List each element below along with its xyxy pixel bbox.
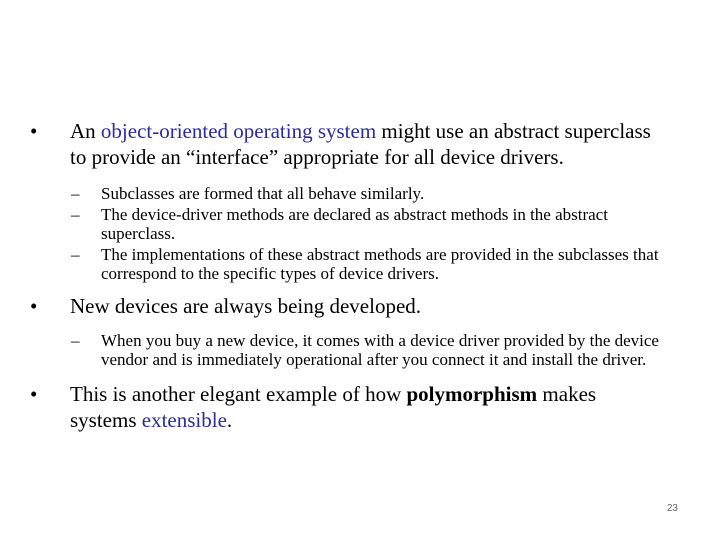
bullet-icon: • bbox=[30, 119, 38, 143]
sub-bullet-1 bbox=[26, 184, 666, 203]
bullet-item-3 bbox=[26, 381, 666, 433]
bold-polymorphism: polymorphism bbox=[406, 382, 538, 406]
bullet-icon: • bbox=[30, 294, 38, 318]
sub-bullet-2 bbox=[26, 205, 666, 243]
bullet-2-text: New devices are always being developed. bbox=[70, 294, 422, 318]
dash-icon: – bbox=[71, 331, 80, 350]
page-number: 23 bbox=[666, 503, 678, 514]
slide-body bbox=[26, 118, 666, 433]
bullet-1-text: An bbox=[70, 119, 101, 143]
sub-bullet-3-text: The implementations of these abstract methods are provided in the subclasses that correspond to the specific types of device drivers. bbox=[101, 245, 659, 283]
bullet-item-2 bbox=[26, 293, 666, 319]
bullet-3-text-mid: makes systems bbox=[70, 382, 597, 432]
sub-bullet-3 bbox=[26, 245, 666, 283]
bullet-item-1 bbox=[26, 118, 666, 170]
bullet-icon: • bbox=[30, 382, 38, 406]
highlight-object-oriented-os: object-oriented operating system bbox=[100, 119, 377, 143]
dash-icon: – bbox=[71, 205, 80, 224]
bullet-3-text-end: . bbox=[226, 408, 233, 432]
bullet-1-text-rest: might use an abstract superclass to provide an “interface” appropriate for all device drivers. bbox=[70, 119, 651, 169]
sub-bullet-2-text: The device-driver methods are declared as abstract methods in the abstract superclass. bbox=[101, 205, 608, 243]
sub-bullet-1-text: Subclasses are formed that all behave similarly. bbox=[101, 184, 425, 203]
dash-icon: – bbox=[71, 184, 80, 203]
sub-bullet-4-text: When you buy a new device, it comes with a device driver provided by the device vendor and is immediately operational after you connect it and install the driver. bbox=[101, 331, 659, 369]
bullet-3-text: This is another elegant example of how bbox=[70, 382, 407, 406]
sub-bullet-4 bbox=[26, 331, 666, 369]
dash-icon: – bbox=[71, 245, 80, 264]
highlight-extensible: extensible bbox=[141, 408, 227, 432]
